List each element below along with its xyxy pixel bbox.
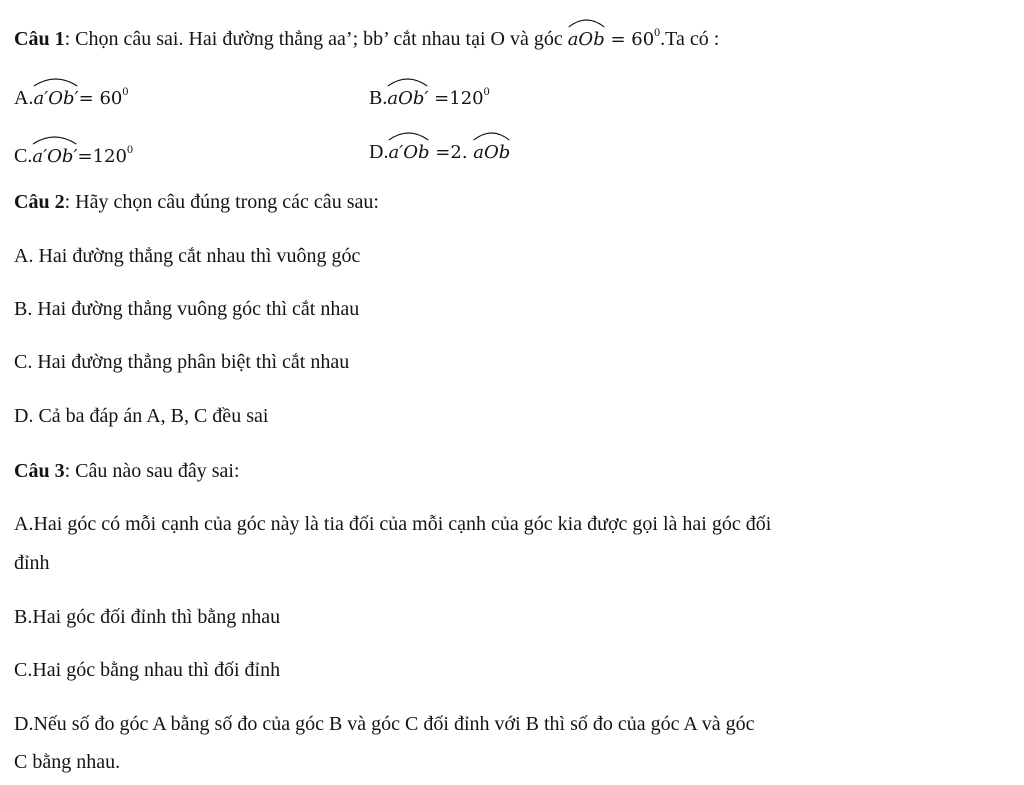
q1-option-c-degree: 0 (126, 142, 133, 156)
angle-hat-icon (32, 135, 77, 145)
q1-option-a-angle-name: a′Ob′ (33, 88, 79, 109)
q3-stem (14, 459, 240, 483)
q1-option-c-value: =120 (77, 146, 127, 167)
q1-stem-post: .Ta có : (660, 28, 720, 50)
q2-option-b: B. Hai đường thẳng vuông góc thì cắt nhau (14, 298, 360, 320)
q1-option-d-angle-2 (473, 137, 510, 165)
q2-label: Câu 2 (14, 191, 65, 213)
q1-option-a-degree: 0 (122, 84, 129, 98)
q1-option-d-angle-1-name: a′Ob (388, 142, 430, 163)
q3-option-c: C.Hai góc bằng nhau thì đối đỉnh (14, 659, 281, 681)
q1-stem-angle-name: aOb (567, 29, 605, 50)
q1-option-b-angle-name: aOb′ (387, 88, 429, 109)
q1-option-c (14, 137, 133, 169)
q1-option-b-angle (387, 83, 428, 111)
angle-hat-icon (473, 131, 510, 141)
q1-option-d-angle-1 (388, 137, 429, 165)
q1-option-a (14, 79, 128, 111)
q1-option-a-value: = 60 (78, 88, 123, 109)
q1-option-d-mid: =2. (429, 142, 474, 163)
angle-hat-icon (33, 77, 78, 87)
angle-hat-icon (388, 131, 429, 141)
q3-option-b: B.Hai góc đối đỉnh thì bằng nhau (14, 606, 281, 628)
q1-option-b-value: =120 (428, 88, 484, 109)
q1-stem-eq: = 60 (604, 29, 655, 50)
q1-option-a-angle (33, 83, 78, 111)
q1-label: Câu 1 (14, 28, 65, 50)
q2-option-a: A. Hai đường thẳng cắt nhau thì vuông góc (14, 245, 361, 267)
q3-option-a-line2: đỉnh (14, 552, 50, 574)
q3-option-d-line1: D.Nếu số đo góc A bằng số đo của góc B và góc C đối đỉnh với B thì số đo của góc A và góc (14, 713, 755, 735)
q2-stem (14, 190, 379, 214)
angle-hat-icon (568, 18, 605, 28)
angle-hat-icon (387, 77, 428, 87)
q3-label: Câu 3 (14, 460, 65, 482)
q1-option-d-angle-2-name: aOb (473, 142, 511, 163)
q1-option-b-prefix: B. (369, 87, 388, 109)
q1-stem-degree: 0 (654, 25, 661, 39)
q2-option-d: D. Cả ba đáp án A, B, C đều sai (14, 405, 269, 427)
q3-option-a-line1: A.Hai góc có mỗi cạnh của góc này là tia đối của mỗi cạnh của góc kia được gọi là hai góc đối (14, 513, 772, 535)
q1-option-c-angle-name: a′Ob′ (32, 146, 78, 167)
q2-stem-text: : Hãy chọn câu đúng trong các câu sau: (64, 191, 379, 213)
q1-option-b (369, 79, 490, 111)
q1-stem-angle (568, 24, 605, 52)
q1-option-c-prefix: C. (14, 145, 33, 167)
q1-option-d (369, 137, 510, 165)
q1-option-b-degree: 0 (483, 84, 490, 98)
q1-option-d-prefix: D. (369, 141, 389, 163)
q1-stem (14, 20, 719, 52)
q1-stem-text: : Chọn câu sai. Hai đường thẳng aa’; bb’ cắt nhau tại O và góc (64, 28, 568, 50)
q1-option-a-prefix: A. (14, 87, 34, 109)
q1-option-c-angle (32, 141, 77, 169)
q2-option-c: C. Hai đường thẳng phân biệt thì cắt nhau (14, 351, 350, 373)
q3-option-d-line2: C bằng nhau. (14, 751, 121, 773)
q3-stem-text: : Câu nào sau đây sai: (64, 460, 240, 482)
